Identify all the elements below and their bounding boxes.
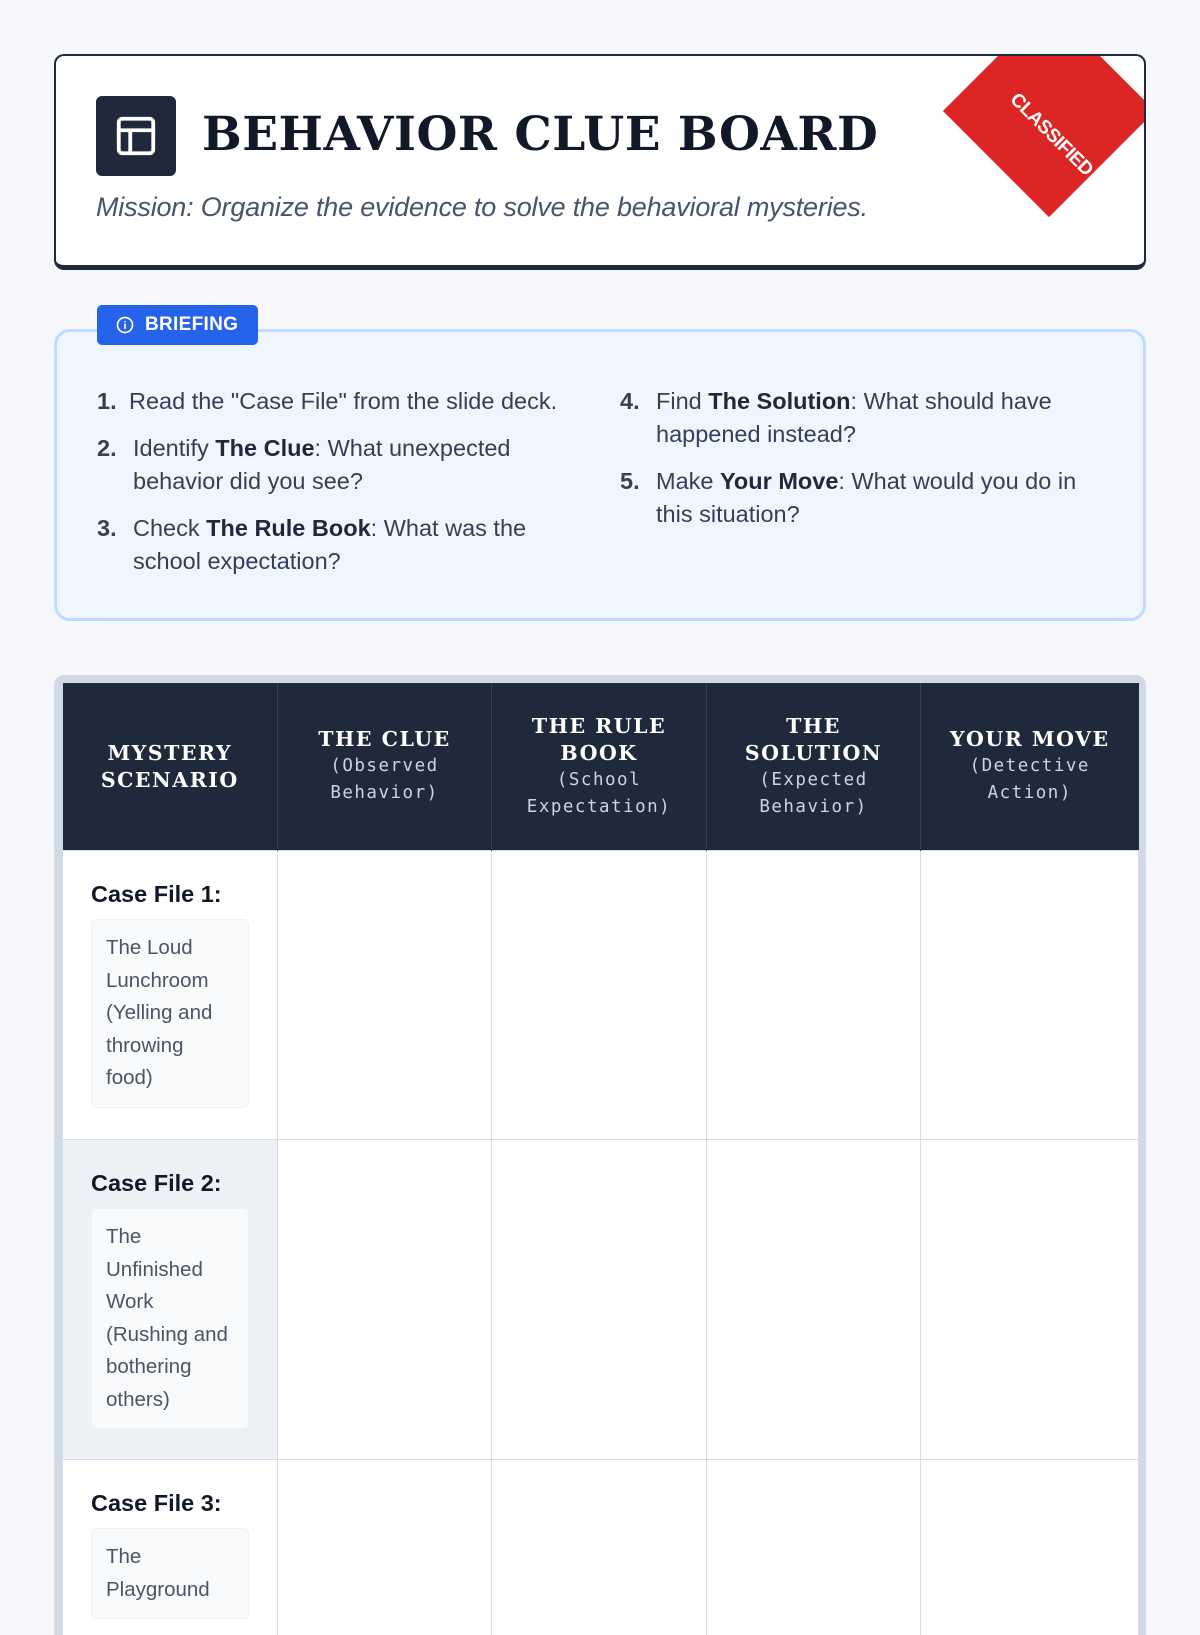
column-header-solution — [707, 683, 921, 851]
clue-board-table — [62, 683, 1139, 1635]
list-item — [620, 465, 1110, 531]
step-keyword: Your Move — [720, 468, 838, 494]
table-row — [63, 1460, 1139, 1635]
briefing-tag-label: BRIEFING — [145, 314, 238, 336]
step-text: : What should have happened instead? — [656, 388, 1052, 447]
column-header-clue — [278, 683, 492, 851]
column-header-title: THE RULE BOOK — [502, 713, 696, 767]
briefing-steps-left — [97, 385, 597, 592]
step-keyword: The Solution — [708, 388, 850, 414]
scenario-cell — [63, 1460, 278, 1635]
step-number: 4. — [620, 385, 640, 418]
header-card — [54, 54, 1146, 270]
column-header-subtitle: (School Expectation) — [502, 767, 696, 821]
your-move-input-cell[interactable] — [921, 1460, 1139, 1635]
mission-subtitle: Mission: Organize the evidence to solve the behavioral mysteries. — [96, 192, 868, 223]
case-file-description: The Loud Lunchroom (Yelling and throwing food) — [91, 919, 249, 1108]
column-header-subtitle: (Detective Action) — [931, 753, 1129, 807]
step-number: 1. — [97, 385, 117, 418]
step-number: 5. — [620, 465, 640, 498]
case-file-label: Case File 1: — [91, 879, 249, 909]
column-header-title: MYSTERY SCENARIO — [73, 740, 268, 794]
step-text: : What was the school expectation? — [133, 515, 526, 574]
step-text: Read the "Case File" from the slide deck. — [129, 388, 557, 414]
step-keyword: The Rule Book — [206, 515, 371, 541]
step-keyword: The Clue — [215, 435, 314, 461]
clue-input-cell[interactable] — [278, 1460, 492, 1635]
list-item — [97, 512, 597, 578]
your-move-input-cell[interactable] — [921, 851, 1139, 1140]
column-header-title: THE CLUE — [288, 726, 481, 753]
step-text: Check — [133, 515, 206, 541]
step-text: Identify — [133, 435, 215, 461]
column-header-scenario — [63, 683, 278, 851]
step-text: Find — [656, 388, 708, 414]
clue-input-cell[interactable] — [278, 1140, 492, 1460]
column-header-subtitle: (Expected Behavior) — [717, 767, 910, 821]
solution-input-cell[interactable] — [707, 851, 921, 1140]
page-title: BEHAVIOR CLUE BOARD — [202, 104, 878, 166]
solution-input-cell[interactable] — [707, 1460, 921, 1635]
case-file-description: The Playground — [91, 1528, 249, 1619]
step-number: 2. — [97, 432, 117, 465]
list-item — [97, 432, 597, 498]
table-row — [63, 1140, 1139, 1460]
step-text: : What would you do in this situation? — [656, 468, 1076, 527]
your-move-input-cell[interactable] — [921, 1140, 1139, 1460]
column-header-title: THE SOLUTION — [717, 713, 910, 767]
step-text: : What unexpected behavior did you see? — [133, 435, 510, 494]
step-text: Make — [656, 468, 720, 494]
clue-input-cell[interactable] — [278, 851, 492, 1140]
classified-stamp-label: CLASSIFIED — [990, 74, 1112, 196]
rule-book-input-cell[interactable] — [492, 851, 707, 1140]
briefing-tag — [97, 305, 258, 345]
rule-book-input-cell[interactable] — [492, 1460, 707, 1635]
scenario-cell — [63, 1140, 278, 1460]
info-icon — [115, 315, 135, 335]
case-file-label: Case File 2: — [91, 1168, 249, 1198]
table-row — [63, 851, 1139, 1140]
column-header-your-move — [921, 683, 1139, 851]
clue-board — [54, 675, 1146, 1635]
column-header-title: YOUR MOVE — [931, 726, 1129, 753]
table-header-row — [63, 683, 1139, 851]
list-item — [620, 385, 1110, 451]
column-header-rule-book — [492, 683, 707, 851]
scenario-cell — [63, 851, 278, 1140]
layout-icon — [96, 96, 176, 176]
case-file-label: Case File 3: — [91, 1488, 249, 1518]
column-header-subtitle: (Observed Behavior) — [288, 753, 481, 807]
step-number: 3. — [97, 512, 117, 545]
list-item — [97, 385, 597, 418]
rule-book-input-cell[interactable] — [492, 1140, 707, 1460]
case-file-description: The Unfinished Work (Rushing and bothering others) — [91, 1208, 249, 1429]
briefing-steps-right — [620, 385, 1110, 545]
solution-input-cell[interactable] — [707, 1140, 921, 1460]
